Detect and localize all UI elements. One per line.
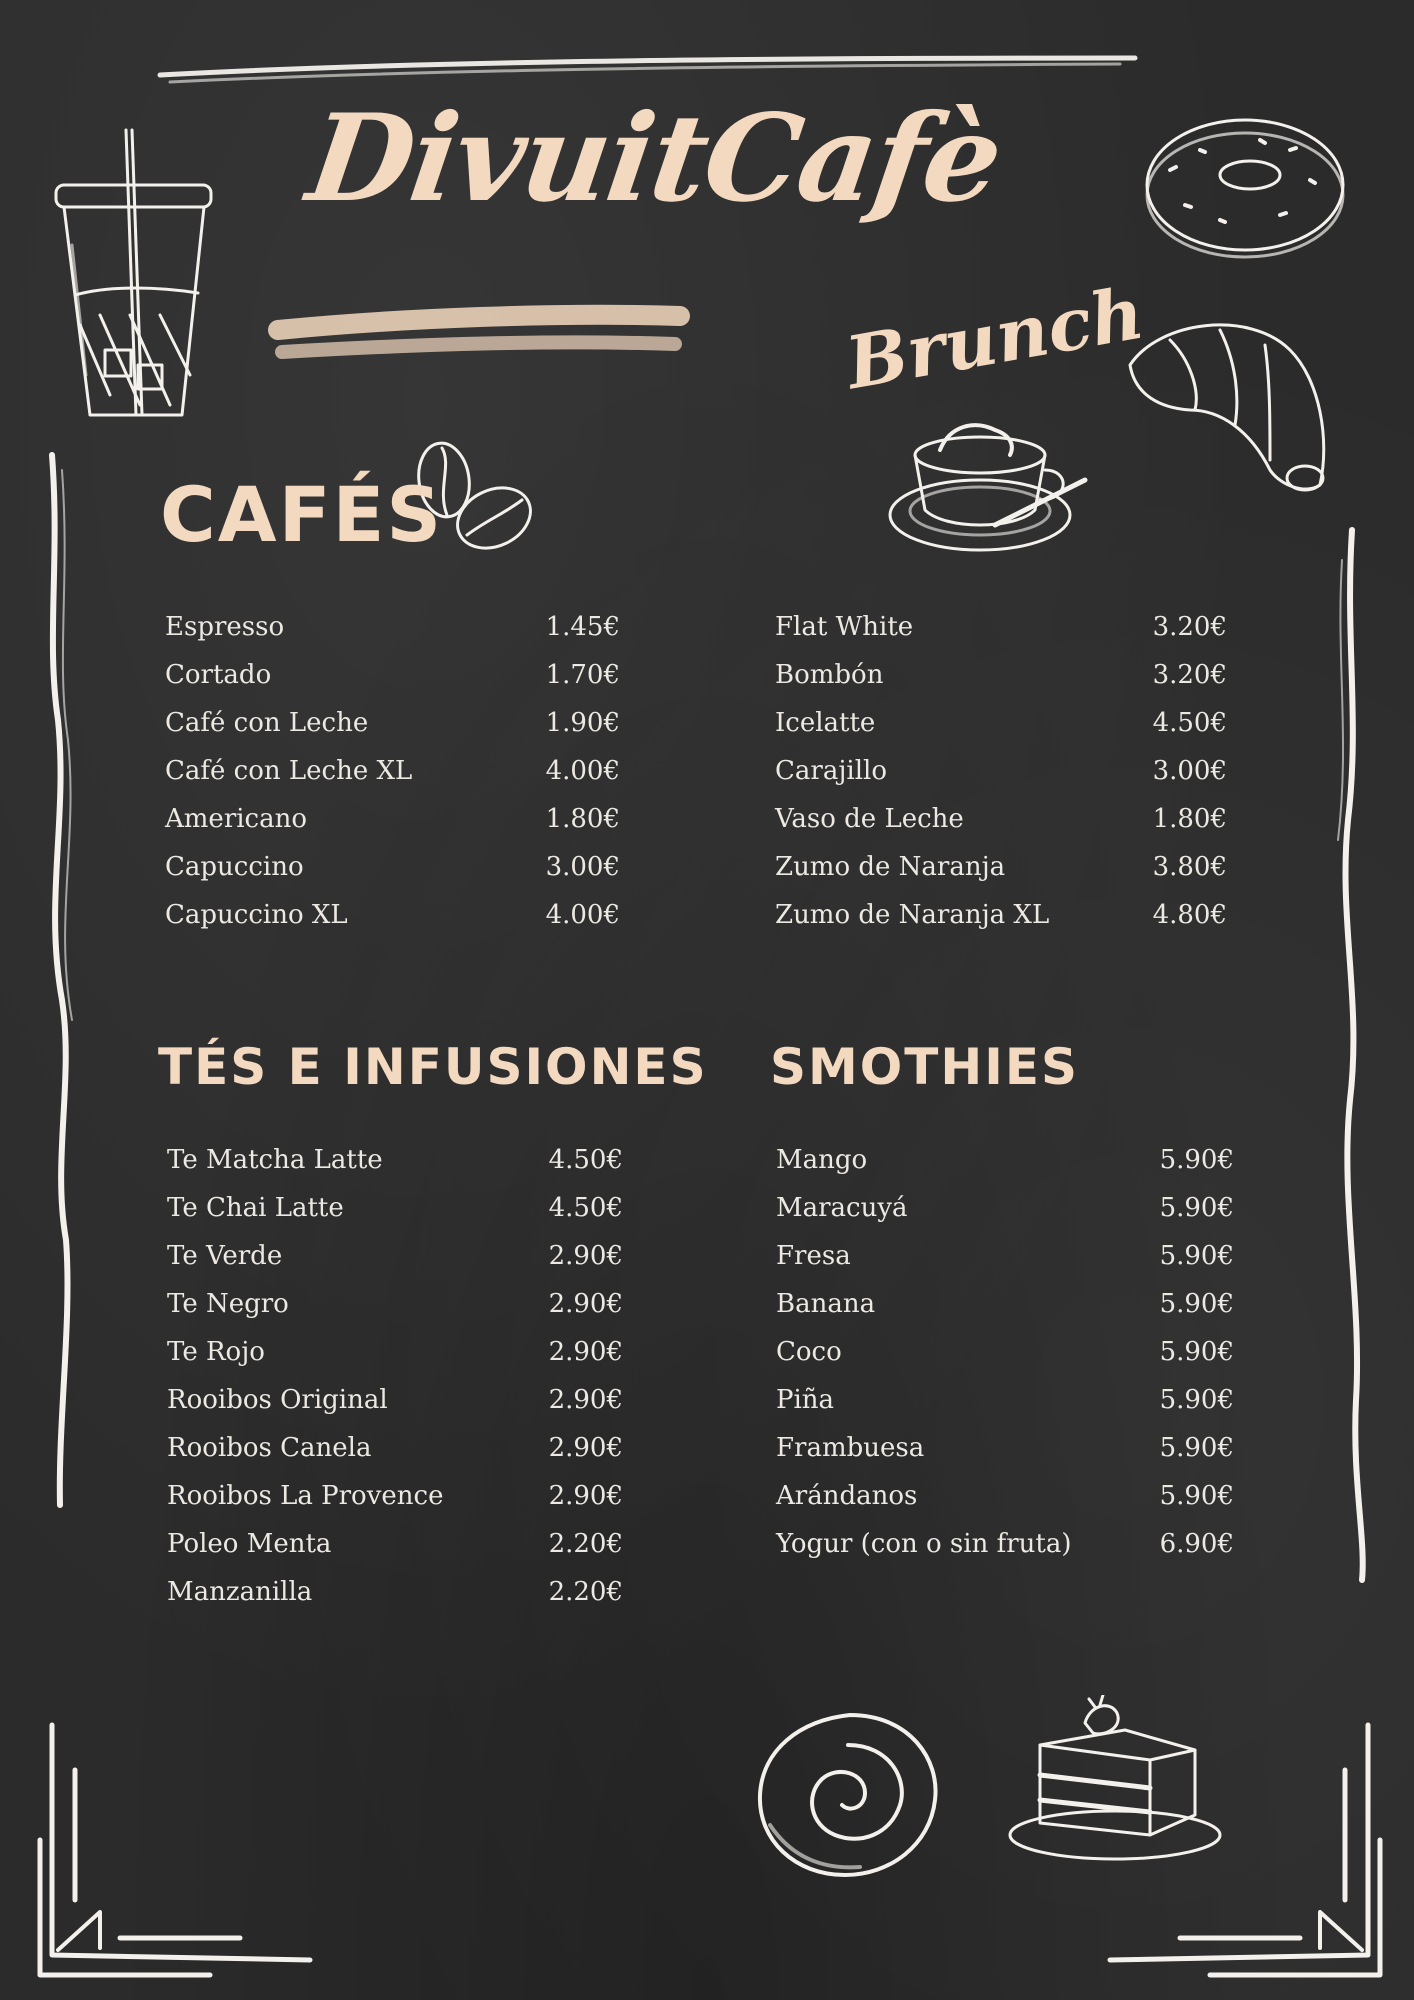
menu-item <box>775 651 1227 699</box>
item-name: Capuccino <box>165 852 304 882</box>
item-name: Frambuesa <box>776 1433 925 1463</box>
item-price: 2.90€ <box>548 1241 623 1271</box>
menu-item <box>776 1376 1234 1424</box>
item-price: 4.80€ <box>1152 900 1227 930</box>
item-price: 1.80€ <box>545 804 620 834</box>
brand-title: DivuitCafè <box>300 88 1009 229</box>
item-price: 5.90€ <box>1159 1145 1234 1175</box>
menu-item <box>775 699 1227 747</box>
menu-item <box>165 795 620 843</box>
menu-item <box>775 747 1227 795</box>
menu-item <box>167 1328 623 1376</box>
menu-item <box>775 843 1227 891</box>
menu-item <box>167 1424 623 1472</box>
item-price: 2.90€ <box>548 1433 623 1463</box>
menu-item <box>167 1280 623 1328</box>
section-title-tes: TÉS E INFUSIONES <box>158 1038 708 1096</box>
item-name: Americano <box>165 804 308 834</box>
menu-item <box>776 1184 1234 1232</box>
menu-item <box>776 1472 1234 1520</box>
cinnamon-roll-icon <box>750 1705 945 1885</box>
item-price: 5.90€ <box>1159 1241 1234 1271</box>
item-price: 5.90€ <box>1159 1385 1234 1415</box>
menu-item <box>167 1136 623 1184</box>
section-title-smothies: SMOTHIES <box>770 1038 1079 1096</box>
item-name: Rooibos La Provence <box>167 1481 444 1511</box>
item-name: Flat White <box>775 612 914 642</box>
menu-item <box>776 1424 1234 1472</box>
item-price: 5.90€ <box>1159 1337 1234 1367</box>
item-price: 4.50€ <box>1152 708 1227 738</box>
menu-item <box>167 1568 623 1616</box>
menu-item <box>776 1280 1234 1328</box>
brand-subtitle: Brunch <box>839 269 1150 406</box>
menu-list-cafes-col1 <box>165 603 620 939</box>
menu-list-tes <box>167 1136 623 1616</box>
item-price: 3.20€ <box>1152 660 1227 690</box>
item-name: Cortado <box>165 660 272 690</box>
menu-item <box>775 891 1227 939</box>
menu-item <box>776 1520 1234 1568</box>
item-name: Zumo de Naranja XL <box>775 900 1050 930</box>
menu-item <box>775 603 1227 651</box>
menu-item <box>167 1376 623 1424</box>
item-name: Banana <box>776 1289 876 1319</box>
menu-item <box>165 651 620 699</box>
menu-item <box>776 1328 1234 1376</box>
menu-item <box>776 1232 1234 1280</box>
item-name: Arándanos <box>776 1481 918 1511</box>
item-name: Te Rojo <box>167 1337 265 1367</box>
item-price: 4.50€ <box>548 1145 623 1175</box>
menu-list-cafes-col2 <box>775 603 1227 939</box>
item-price: 3.00€ <box>1152 756 1227 786</box>
menu-item <box>775 795 1227 843</box>
item-name: Café con Leche XL <box>165 756 413 786</box>
menu-item <box>167 1472 623 1520</box>
item-price: 2.90€ <box>548 1289 623 1319</box>
section-title-cafes: CAFÉS <box>160 470 444 559</box>
item-name: Icelatte <box>775 708 876 738</box>
donut-icon <box>1140 110 1350 265</box>
item-price: 2.20€ <box>548 1577 623 1607</box>
item-price: 3.00€ <box>545 852 620 882</box>
item-name: Manzanilla <box>167 1577 313 1607</box>
item-price: 1.70€ <box>545 660 620 690</box>
item-name: Carajillo <box>775 756 887 786</box>
item-price: 4.00€ <box>545 900 620 930</box>
item-name: Mango <box>776 1145 868 1175</box>
item-name: Te Negro <box>167 1289 289 1319</box>
menu-item <box>167 1184 623 1232</box>
item-name: Poleo Menta <box>167 1529 332 1559</box>
item-price: 2.20€ <box>548 1529 623 1559</box>
item-price: 2.90€ <box>548 1337 623 1367</box>
item-price: 1.80€ <box>1152 804 1227 834</box>
item-price: 5.90€ <box>1159 1433 1234 1463</box>
menu-item <box>165 747 620 795</box>
item-price: 5.90€ <box>1159 1193 1234 1223</box>
menu-item <box>165 843 620 891</box>
menu-item <box>776 1136 1234 1184</box>
item-price: 1.45€ <box>545 612 620 642</box>
menu-item <box>167 1232 623 1280</box>
item-name: Capuccino XL <box>165 900 348 930</box>
iced-coffee-icon <box>50 125 220 430</box>
croissant-icon <box>1120 310 1340 500</box>
item-name: Te Matcha Latte <box>167 1145 383 1175</box>
item-name: Bombón <box>775 660 884 690</box>
menu-list-smothies <box>776 1136 1234 1568</box>
menu-item <box>165 699 620 747</box>
item-price: 5.90€ <box>1159 1289 1234 1319</box>
corner-ornament-left <box>40 1725 310 1975</box>
item-name: Fresa <box>776 1241 851 1271</box>
item-price: 3.80€ <box>1152 852 1227 882</box>
coffee-cup-icon <box>885 415 1095 560</box>
menu-item <box>167 1520 623 1568</box>
item-name: Piña <box>776 1385 835 1415</box>
item-name: Maracuyá <box>776 1193 908 1223</box>
item-price: 4.00€ <box>545 756 620 786</box>
item-price: 5.90€ <box>1159 1481 1234 1511</box>
item-name: Te Verde <box>167 1241 283 1271</box>
item-price: 2.90€ <box>548 1385 623 1415</box>
item-name: Vaso de Leche <box>775 804 964 834</box>
item-name: Café con Leche <box>165 708 369 738</box>
item-price: 1.90€ <box>545 708 620 738</box>
item-name: Zumo de Naranja <box>775 852 1006 882</box>
item-name: Coco <box>776 1337 842 1367</box>
menu-item <box>165 603 620 651</box>
item-name: Rooibos Canela <box>167 1433 372 1463</box>
item-price: 6.90€ <box>1159 1529 1234 1559</box>
item-price: 3.20€ <box>1152 612 1227 642</box>
item-name: Te Chai Latte <box>167 1193 344 1223</box>
cake-slice-icon <box>1005 1695 1225 1865</box>
item-price: 4.50€ <box>548 1193 623 1223</box>
item-name: Espresso <box>165 612 285 642</box>
item-name: Yogur (con o sin fruta) <box>776 1529 1072 1559</box>
item-price: 2.90€ <box>548 1481 623 1511</box>
item-name: Rooibos Original <box>167 1385 388 1415</box>
menu-item <box>165 891 620 939</box>
